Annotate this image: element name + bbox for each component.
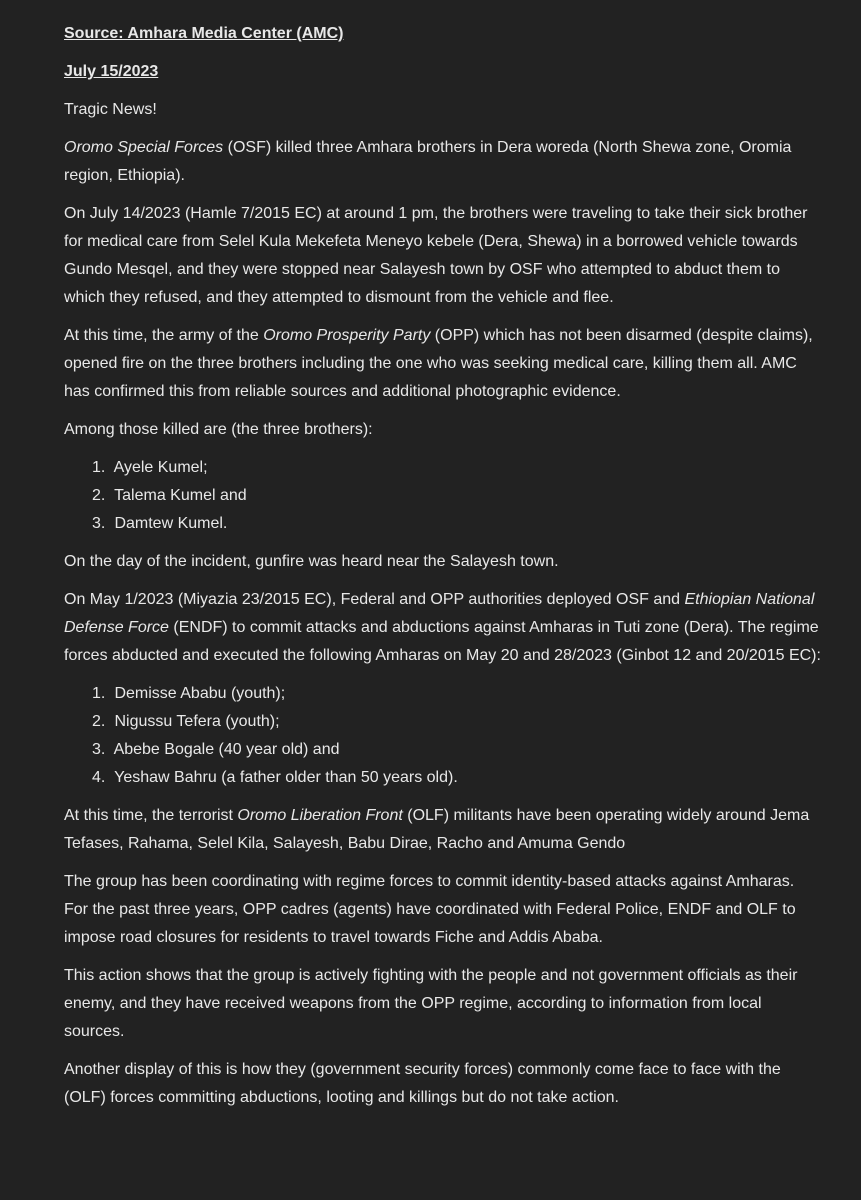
paragraph-among-killed: Among those killed are (the three brothers):: [64, 421, 373, 438]
list-item: [92, 764, 821, 792]
list-number: 1.: [92, 459, 106, 476]
date-heading: July 15/2023: [64, 63, 159, 80]
italic-osf: Oromo Special Forces: [64, 139, 224, 156]
paragraph-another-display: Another display of this is how they (government security forces) commonly come face to face with the (OLF) forces committing abductions, looting and killings but do not take action.: [64, 1061, 781, 1106]
list-item: [92, 482, 821, 510]
paragraph-may-after: (ENDF) to commit attacks and abductions against Amharas in Tuti zone (Dera). The regime forces abducted and executed the following Amharas on May 20 and 28/2023 (Ginbot 12 and 20/2015 EC):: [64, 619, 821, 664]
paragraph-olf-before: At this time, the terrorist: [64, 807, 238, 824]
list-item: [92, 510, 821, 538]
source-heading: Source: Amhara Media Center (AMC): [64, 25, 344, 42]
italic-olf: Oromo Liberation Front: [237, 807, 403, 824]
paragraph-olf-after: (OLF) militants have been operating widely around Jema Tefases, Rahama, Selel Kila, Salayesh, Babu Dirae, Racho and Amuma Gendo: [64, 807, 810, 852]
paragraph-incident-details: On July 14/2023 (Hamle 7/2015 EC) at around 1 pm, the brothers were traveling to take their sick brother for medical care from Selel Kula Mekefeta Meneyo kebele (Dera, Shewa) in a borrowed vehicle towards Gundo Mesqel, and they were stopped near Salayesh town by OSF who attempted to abduct them to which they refused, and they attempted to dismount from the vehicle and flee.: [64, 205, 808, 306]
list-text: Demisse Ababu (youth);: [114, 685, 286, 702]
list-item: [92, 454, 821, 482]
list-text: Ayele Kumel;: [113, 459, 208, 476]
italic-opp: Oromo Prosperity Party: [263, 327, 431, 344]
list-number: 2.: [92, 487, 106, 504]
paragraph-opp-fire: [64, 322, 821, 406]
paragraph-coordination: The group has been coordinating with regime forces to commit identity-based attacks against Amharas. For the past three years, OPP cadres (agents) have coordinated with Federal Police, ENDF and OLF to impose road closures for residents to travel towards Fiche and Addis Ababa.: [64, 873, 796, 946]
paragraph-action-shows: This action shows that the group is actively fighting with the people and not government officials as their enemy, and they have received weapons from the OPP regime, according to information from local sources.: [64, 967, 798, 1040]
list-text: Nigussu Tefera (youth);: [114, 713, 280, 730]
paragraph-gunfire: On the day of the incident, gunfire was heard near the Salayesh town.: [64, 553, 559, 570]
list-number: 3.: [92, 741, 106, 758]
executed-list: [64, 680, 821, 792]
list-text: Yeshaw Bahru (a father older than 50 years old).: [114, 769, 458, 786]
list-number: 3.: [92, 515, 106, 532]
paragraph-tragic-news: Tragic News!: [64, 101, 157, 118]
paragraph-osf-text: (OSF) killed three Amhara brothers in Dera woreda (North Shewa zone, Oromia region, Ethiopia).: [64, 139, 792, 184]
list-number: 4.: [92, 769, 106, 786]
paragraph-may-deployment: [64, 586, 821, 670]
list-text: Talema Kumel and: [114, 487, 247, 504]
paragraph-olf-operating: [64, 802, 821, 858]
list-text: Abebe Bogale (40 year old) and: [113, 741, 340, 758]
paragraph-opp-before: At this time, the army of the: [64, 327, 264, 344]
list-item: [92, 680, 821, 708]
list-item: [92, 708, 821, 736]
list-number: 1.: [92, 685, 106, 702]
italic-endf: Ethiopian National Defense Force: [64, 591, 815, 636]
paragraph-may-before: On May 1/2023 (Miyazia 23/2015 EC), Federal and OPP authorities deployed OSF and: [64, 591, 685, 608]
killed-brothers-list: [64, 454, 821, 538]
list-text: Damtew Kumel.: [114, 515, 228, 532]
paragraph-opp-after: (OPP) which has not been disarmed (despite claims), opened fire on the three brothers including the one who was seeking medical care, killing them all. AMC has confirmed this from reliable sources and additional photographic evidence.: [64, 327, 813, 400]
paragraph-osf-killed: [64, 134, 821, 190]
list-item: [92, 736, 821, 764]
list-number: 2.: [92, 713, 106, 730]
